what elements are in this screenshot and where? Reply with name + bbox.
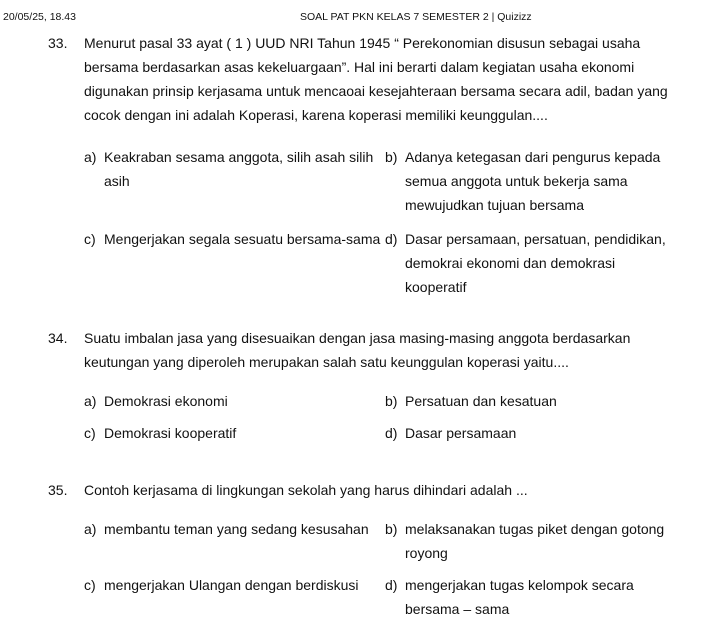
question-text: Menurut pasal 33 ayat ( 1 ) UUD NRI Tahun 1945 “ Perekonomian disusun sebagai usaha bersama berdasarkan asas kekeluargaan”. Hal ini berarti dalam kegiatan usaha ekonomi digunakan prinsip kerjasama untuk mencaoai kesejahteraan bersama secara adil, badan yang cocok dengan ini adalah Koperasi, karena koperasi memiliki keunggulan....	[84, 35, 668, 123]
option-text: Demokrasi kooperatif	[104, 425, 237, 441]
option-letter: d)	[385, 425, 398, 441]
option-b[interactable]	[385, 389, 675, 413]
option-letter: b)	[385, 521, 398, 537]
option-d[interactable]	[385, 421, 675, 445]
option-letter: a)	[84, 149, 97, 165]
question-header	[48, 31, 678, 127]
answer-options	[84, 389, 678, 445]
document-title: SOAL PAT PKN KELAS 7 SEMESTER 2 | Quizizz	[300, 11, 532, 23]
option-letter: c)	[84, 425, 96, 441]
question-33	[48, 31, 678, 299]
option-text: Dasar persamaan, persatuan, pendidikan, demokrai ekonomi dan demokrasi kooperatif	[405, 231, 666, 295]
option-b[interactable]	[385, 517, 675, 565]
question-header	[48, 326, 678, 374]
option-text: Dasar persamaan	[405, 425, 517, 441]
option-a[interactable]	[84, 145, 385, 217]
option-d[interactable]	[385, 227, 675, 299]
option-text: Demokrasi ekonomi	[104, 393, 228, 409]
option-a[interactable]	[84, 517, 385, 565]
option-letter: a)	[84, 393, 97, 409]
option-a[interactable]	[84, 389, 385, 413]
option-c[interactable]	[84, 227, 385, 299]
question-35	[48, 478, 678, 621]
option-text: membantu teman yang sedang kesusahan	[104, 521, 369, 537]
option-b[interactable]	[385, 145, 675, 217]
option-letter: c)	[84, 231, 96, 247]
question-number: 33.	[48, 35, 68, 51]
option-text: Mengerjakan segala sesuatu bersama-sama	[104, 231, 381, 247]
question-number: 34.	[48, 330, 68, 346]
option-d[interactable]	[385, 573, 675, 621]
option-text: Adanya ketegasan dari pengurus kepada semua anggota untuk bekerja sama mewujudkan tujuan bersama	[405, 149, 661, 213]
option-letter: a)	[84, 521, 97, 537]
option-c[interactable]	[84, 573, 385, 621]
option-c[interactable]	[84, 421, 385, 445]
question-34	[48, 326, 678, 445]
option-text: mengerjakan tugas kelompok secara bersama – sama	[405, 577, 634, 617]
question-text: Suatu imbalan jasa yang disesuaikan dengan jasa masing-masing anggota berdasarkan keutungan yang diperoleh merupakan salah satu keunggulan koperasi yaitu....	[84, 330, 631, 370]
question-header	[48, 478, 678, 502]
answer-options	[84, 145, 678, 299]
option-letter: b)	[385, 393, 398, 409]
print-header	[0, 0, 720, 28]
question-number: 35.	[48, 482, 68, 498]
option-letter: c)	[84, 577, 96, 593]
option-text: mengerjakan Ulangan dengan berdiskusi	[104, 577, 359, 593]
print-datetime: 20/05/25, 18.43	[3, 11, 76, 23]
question-text: Contoh kerjasama di lingkungan sekolah yang harus dihindari adalah ...	[84, 482, 528, 498]
option-letter: d)	[385, 577, 398, 593]
option-text: Persatuan dan kesatuan	[405, 393, 557, 409]
option-text: melaksanakan tugas piket dengan gotong royong	[405, 521, 665, 561]
option-text: Keakraban sesama anggota, silih asah silih asih	[104, 149, 374, 189]
option-letter: b)	[385, 149, 398, 165]
answer-options	[84, 517, 678, 621]
option-letter: d)	[385, 231, 398, 247]
